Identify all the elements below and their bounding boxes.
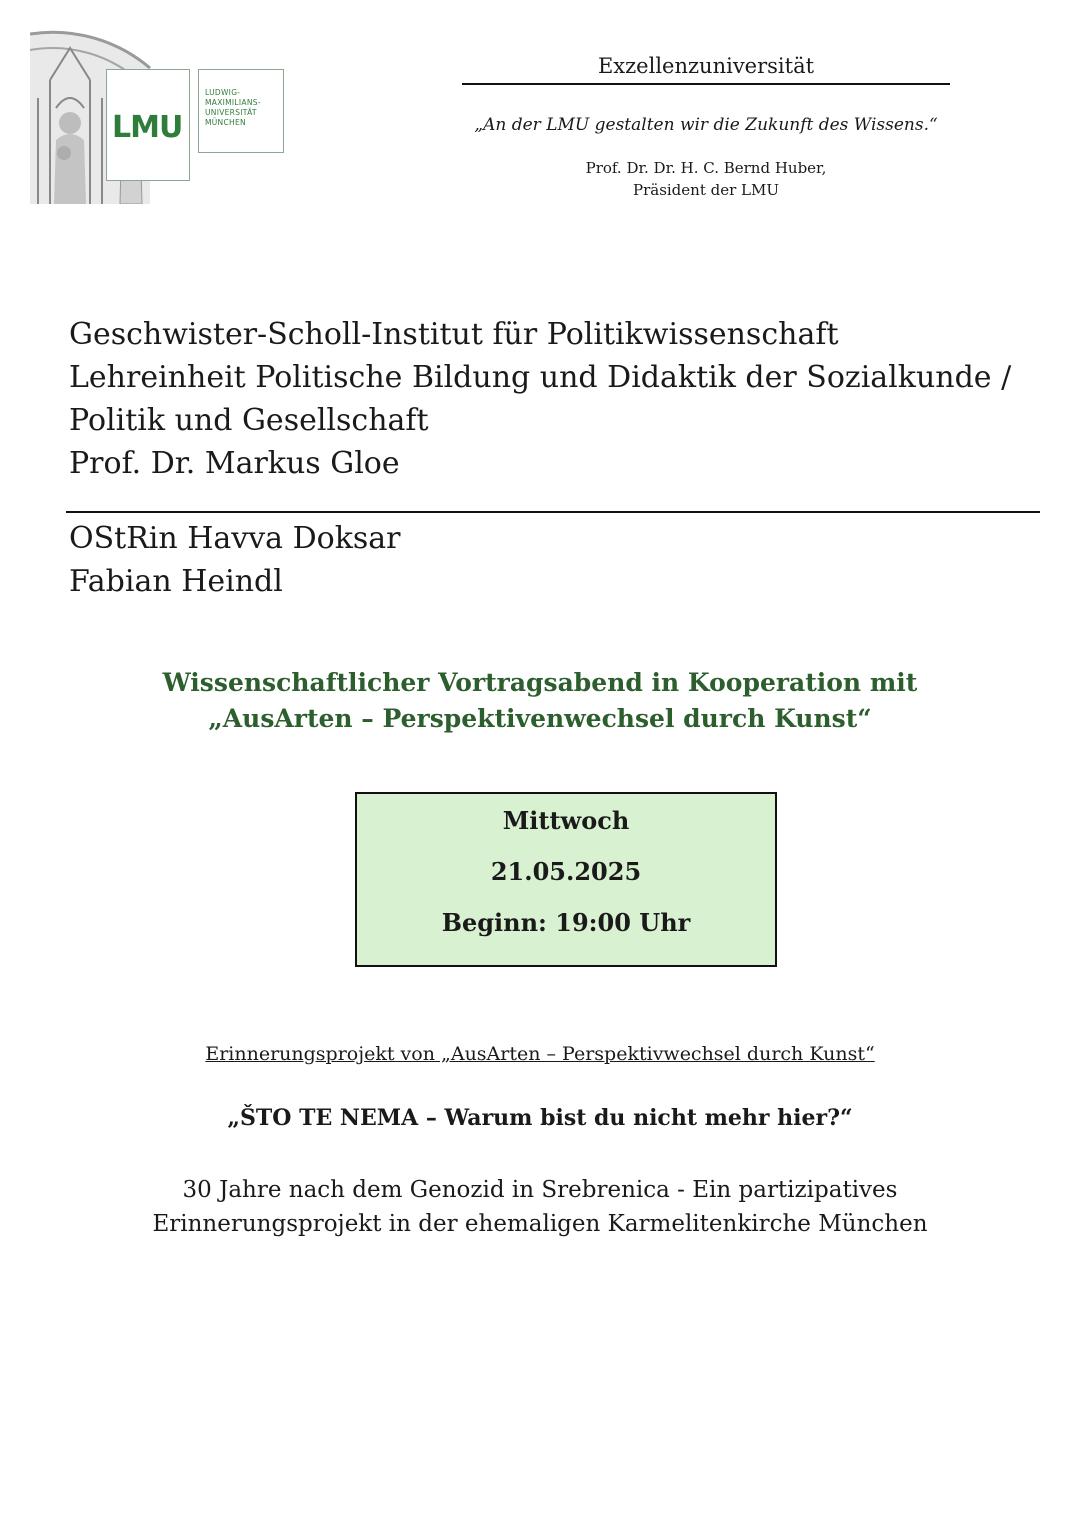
teaching-unit: Lehreinheit Politische Bildung und Didaktik der Sozialkunde / (69, 360, 1012, 395)
project-description (0, 1173, 1080, 1241)
teaching-unit-cont: Politik und Gesellschaft (69, 403, 429, 438)
header-block (462, 52, 950, 201)
speakers-block (69, 517, 401, 603)
lmu-wordmark (106, 69, 190, 181)
lmu-name-line: MÜNCHEN (205, 118, 246, 127)
speaker-name: Fabian Heindl (69, 564, 283, 599)
lmu-name-block (198, 69, 284, 153)
project-subtitle: Erinnerungsprojekt von „AusArten – Perspektivwechsel durch Kunst“ (205, 1043, 875, 1065)
lecture-title-line: „AusArten – Perspektivenwechsel durch Kunst“ (208, 704, 872, 733)
wordmark-l: L (112, 110, 131, 145)
motto-quote: „An der LMU gestalten wir die Zukunft des Wissens.“ (474, 115, 938, 135)
president-role: Präsident der LMU (632, 181, 779, 199)
project-description-line: 30 Jahre nach dem Genozid in Srebrenica - Ein partizipatives (182, 1177, 898, 1203)
section-divider (66, 511, 1040, 513)
institute-block (69, 313, 1011, 485)
speaker-name: OStRin Havva Doksar (69, 521, 401, 556)
lmu-name-line: UNIVERSITÄT (205, 108, 257, 117)
lmu-logo (30, 28, 290, 204)
header-divider (462, 83, 950, 85)
project-title: „ŠTO TE NEMA – Warum bist du nicht mehr hier?“ (227, 1105, 853, 1131)
president-credit (462, 157, 950, 201)
event-date: 21.05.2025 (490, 857, 642, 886)
president-name: Prof. Dr. Dr. H. C. Bernd Huber, (585, 159, 827, 177)
institute-name: Geschwister-Scholl-Institut für Politikwissenschaft (69, 317, 839, 352)
lecture-title-line: Wissenschaftlicher Vortragsabend in Kooperation mit (162, 668, 918, 697)
excellence-label: Exzellenzuniversität (597, 54, 815, 78)
wordmark-mu: MU (130, 110, 183, 145)
lecture-title (0, 665, 1080, 737)
project-description-line: Erinnerungsprojekt in der ehemaligen Karmelitenkirche München (152, 1211, 928, 1237)
professor-name: Prof. Dr. Markus Gloe (69, 446, 400, 481)
event-date-box (355, 792, 777, 967)
lmu-name-line: MAXIMILIANS- (205, 98, 261, 107)
lmu-name-line: LUDWIG- (205, 88, 241, 97)
event-start-time: Beginn: 19:00 Uhr (441, 908, 691, 937)
event-weekday: Mittwoch (502, 806, 630, 835)
